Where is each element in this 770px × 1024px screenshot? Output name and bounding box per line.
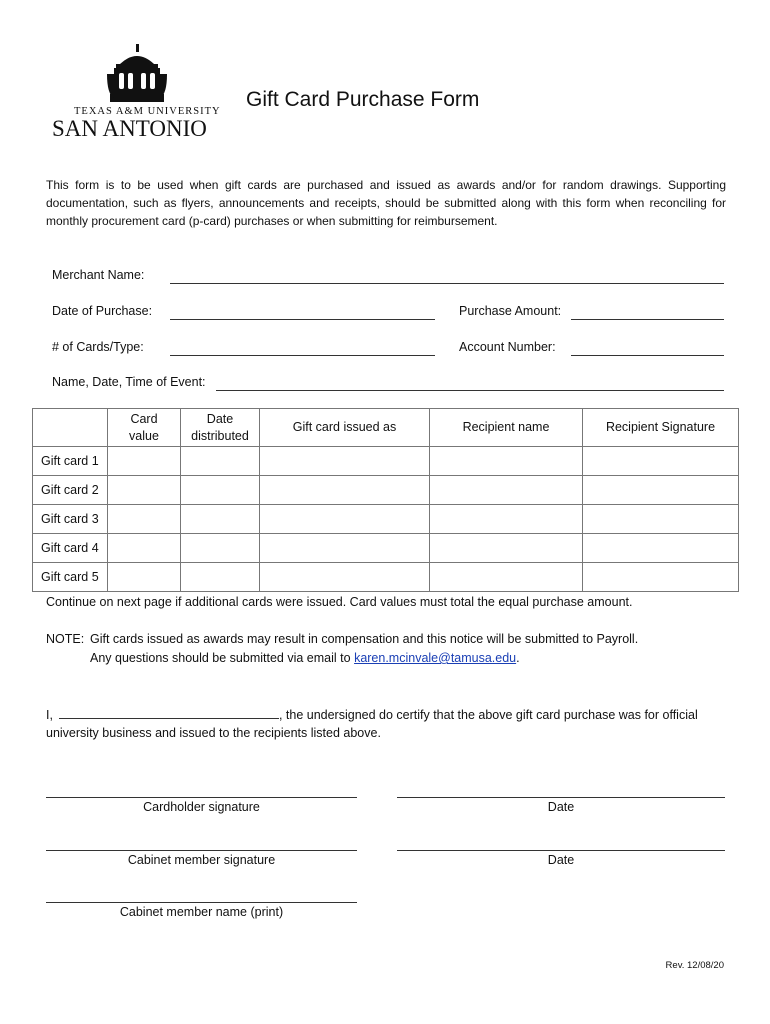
note-label: NOTE: [46, 632, 85, 646]
table-header-date-distributed: Date distributed [181, 409, 260, 447]
note-line-2 [90, 651, 520, 665]
date-of-purchase-field[interactable] [170, 319, 435, 320]
table-row [33, 563, 739, 592]
logo-university-text: TEXAS A&M UNIVERSITY [74, 106, 221, 117]
issued-as-cell[interactable] [260, 476, 430, 505]
row-label: Gift card 2 [33, 476, 108, 505]
note-line-2-suffix: . [516, 651, 520, 665]
recipient-signature-cell[interactable] [583, 447, 739, 476]
cards-type-label: # of Cards/Type: [52, 340, 144, 354]
date-label-2: Date [547, 853, 575, 867]
cardholder-signature-label: Cardholder signature [143, 800, 260, 814]
row-label: Gift card 4 [33, 534, 108, 563]
cabinet-signature-label: Cabinet member signature [127, 853, 276, 867]
table-header-row [33, 409, 739, 447]
event-label: Name, Date, Time of Event: [52, 375, 206, 389]
cardholder-signature-line[interactable] [46, 797, 357, 798]
table-row [33, 505, 739, 534]
recipient-name-cell[interactable] [430, 534, 583, 563]
note-line-2-prefix: Any questions should be submitted via email to [90, 651, 351, 665]
table-row [33, 476, 739, 505]
issued-as-cell[interactable] [260, 534, 430, 563]
row-label: Gift card 3 [33, 505, 108, 534]
note-line-1: Gift cards issued as awards may result in compensation and this notice will be submitted to Payroll. [90, 632, 639, 646]
purchase-amount-label: Purchase Amount: [459, 304, 562, 318]
certify-prefix: I, [46, 708, 53, 722]
table-row [33, 534, 739, 563]
date-of-purchase-label: Date of Purchase: [52, 304, 153, 318]
card-value-cell[interactable] [108, 534, 181, 563]
date-distributed-cell[interactable] [181, 563, 260, 592]
cards-type-field[interactable] [170, 355, 435, 356]
table-header-recipient-name: Recipient name [430, 409, 583, 447]
row-label: Gift card 1 [33, 447, 108, 476]
certify-text: , the undersigned do certify that the above gift card purchase was for official university business and issued to the recipients listed above. [46, 708, 698, 740]
card-value-cell[interactable] [108, 476, 181, 505]
recipient-signature-cell[interactable] [583, 534, 739, 563]
card-value-cell[interactable] [108, 447, 181, 476]
recipient-name-cell[interactable] [430, 476, 583, 505]
card-value-cell[interactable] [108, 563, 181, 592]
issued-as-cell[interactable] [260, 447, 430, 476]
logo-campus-text: SAN ANTONIO [52, 116, 207, 141]
recipient-name-cell[interactable] [430, 447, 583, 476]
date-distributed-cell[interactable] [181, 476, 260, 505]
table-header-recipient-signature: Recipient Signature [583, 409, 739, 447]
purchase-amount-field[interactable] [571, 319, 724, 320]
issued-as-cell[interactable] [260, 563, 430, 592]
continue-note: Continue on next page if additional cards were issued. Card values must total the equal purchase amount. [46, 595, 633, 609]
date-distributed-cell[interactable] [181, 534, 260, 563]
account-number-label: Account Number: [459, 340, 556, 354]
email-link[interactable]: karen.mcinvale@tamusa.edu [354, 651, 517, 665]
date-distributed-cell[interactable] [181, 447, 260, 476]
date-line-1[interactable] [397, 797, 725, 798]
account-number-field[interactable] [571, 355, 724, 356]
merchant-name-label: Merchant Name: [52, 268, 145, 282]
certification-statement [46, 706, 736, 742]
certifier-name-field[interactable] [59, 706, 279, 719]
cabinet-name-line[interactable] [46, 902, 357, 903]
recipient-name-cell[interactable] [430, 563, 583, 592]
row-label: Gift card 5 [33, 563, 108, 592]
recipient-name-cell[interactable] [430, 505, 583, 534]
table-header-issued-as: Gift card issued as [260, 409, 430, 447]
recipient-signature-cell[interactable] [583, 505, 739, 534]
gift-card-table [32, 408, 739, 592]
date-distributed-cell[interactable] [181, 505, 260, 534]
university-logo [52, 44, 227, 140]
cabinet-signature-line[interactable] [46, 850, 357, 851]
issued-as-cell[interactable] [260, 505, 430, 534]
date-line-2[interactable] [397, 850, 725, 851]
intro-paragraph: This form is to be used when gift cards are purchased and issued as awards and/or for random drawings. Supporting documentation, such as flyers, announcements and receipts, should be submitted along with this form when reconciling for monthly procurement card (p-card) purchases or when submitting for reimbursement. [46, 178, 726, 228]
card-value-cell[interactable] [108, 505, 181, 534]
cabinet-name-label: Cabinet member name (print) [119, 905, 284, 919]
recipient-signature-cell[interactable] [583, 476, 739, 505]
table-header-blank [33, 409, 108, 447]
form-title: Gift Card Purchase Form [246, 88, 480, 111]
merchant-name-field[interactable] [170, 283, 724, 284]
revision-date: Rev. 12/08/20 [665, 960, 724, 971]
recipient-signature-cell[interactable] [583, 563, 739, 592]
event-field[interactable] [216, 390, 724, 391]
table-header-card-value: Card value [108, 409, 181, 447]
table-row [33, 447, 739, 476]
dome-icon [52, 44, 227, 106]
date-label-1: Date [547, 800, 575, 814]
